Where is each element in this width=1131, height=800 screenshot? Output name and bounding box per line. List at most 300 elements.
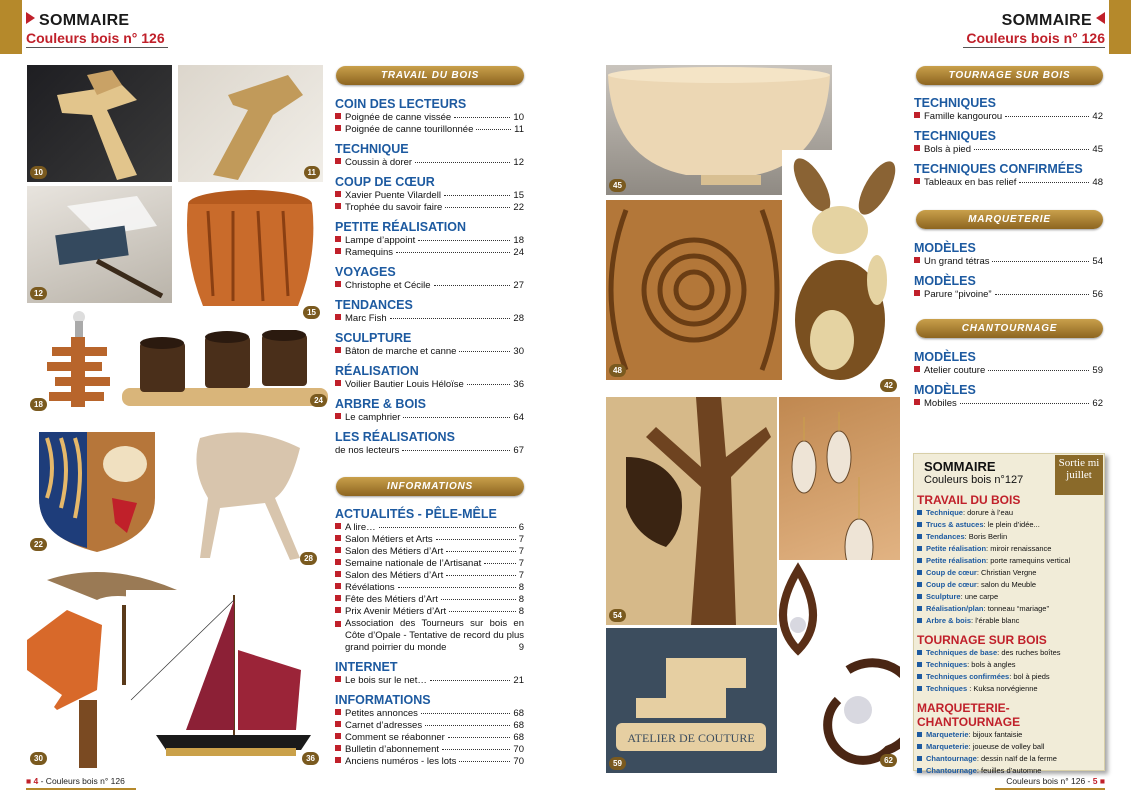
toc-entry-label: Petites annonces xyxy=(345,708,418,719)
right-footer: Couleurs bois n° 126 - 5 ■ xyxy=(1006,776,1105,786)
toc-entry-label: Tableaux en bas relief xyxy=(924,177,1017,188)
toc-entry[interactable] xyxy=(335,445,524,457)
toc-entry-page: 7 xyxy=(518,534,524,545)
next-issue-item-category: Arbre & bois xyxy=(926,616,972,625)
toc-section-title: MODÈLES xyxy=(914,383,976,397)
release-badge: Sortie mi juillet xyxy=(1055,455,1103,495)
next-issue-item: Marqueterie: joueuse de volley ball xyxy=(917,741,1100,753)
right-header-rule xyxy=(963,47,1105,48)
toc-entry-page: 7 xyxy=(518,558,524,569)
shield-illustration xyxy=(27,428,157,554)
banner-chantournage: CHANTOURNAGE xyxy=(916,319,1103,338)
bullet-square-icon xyxy=(917,686,922,691)
right-footer-rule xyxy=(995,788,1105,790)
left-corner-tab xyxy=(0,0,22,54)
toc-entry[interactable] xyxy=(335,235,524,247)
toc-tournage xyxy=(914,96,1103,189)
photo-page-number: 45 xyxy=(609,179,626,192)
next-issue-item-category: Coup de cœur xyxy=(926,568,977,577)
leader-dots xyxy=(995,294,1090,295)
toc-entry-label: Mobiles xyxy=(924,398,957,409)
next-issue-item: Chantournage: feuilles d’automne xyxy=(917,765,1100,777)
photo-page-number: 48 xyxy=(609,364,626,377)
leader-dots xyxy=(988,370,1089,371)
toc-section-title: MODÈLES xyxy=(914,241,976,255)
bullet-square-icon xyxy=(335,158,341,164)
bullet-square-icon xyxy=(917,744,922,749)
toc-entry[interactable] xyxy=(335,522,524,534)
bullet-square-icon xyxy=(335,191,341,197)
next-issue-item-category: Marqueterie xyxy=(926,730,969,739)
bullet-square-icon xyxy=(917,662,922,667)
next-issue-item-topic: tonneau “mariage” xyxy=(987,604,1049,613)
ramekins-illustration xyxy=(122,330,330,410)
leader-dots xyxy=(403,417,510,418)
toc-entry-page: 24 xyxy=(513,247,524,258)
photo-lamp xyxy=(27,307,117,414)
toc-section-title: INFORMATIONS xyxy=(335,693,431,707)
toc-entry[interactable] xyxy=(335,534,524,546)
toc-entry[interactable] xyxy=(335,708,524,720)
next-issue-item-category: Techniques confirmées xyxy=(926,672,1010,681)
photo-page-number: 11 xyxy=(304,166,320,179)
toc-entry[interactable] xyxy=(914,398,1103,410)
next-issue-item-category: Petite réalisation xyxy=(926,556,987,565)
bullet-square-icon xyxy=(917,546,922,551)
toc-entry[interactable] xyxy=(335,558,524,570)
toc-entry[interactable] xyxy=(335,247,524,259)
toc-entry-page: 48 xyxy=(1092,177,1103,188)
bullet-square-icon xyxy=(914,112,920,118)
photo-page-number: 42 xyxy=(880,379,897,392)
bullet-square-icon xyxy=(917,606,922,611)
toc-entry-label: Révélations xyxy=(345,582,395,593)
next-issue-item-category: Coup de cœur xyxy=(926,580,977,589)
toc-section-title: ACTUALITÉS - PÊLE-MÊLE xyxy=(335,507,497,521)
next-issue-item-topic: le plein d’idée... xyxy=(987,520,1040,529)
leader-dots xyxy=(430,680,511,681)
left-header-title: SOMMAIRE xyxy=(26,12,165,30)
next-issue-item: Coup de cœur: Christian Vergne xyxy=(917,567,1100,579)
toc-entry[interactable] xyxy=(914,144,1103,156)
toc-entry-label: Salon Métiers et Arts xyxy=(345,534,433,545)
toc-entry-label: A lire… xyxy=(345,522,376,533)
chair-illustration xyxy=(180,428,320,568)
leader-dots xyxy=(454,117,510,118)
bullet-square-icon xyxy=(335,559,341,565)
leader-dots xyxy=(398,587,516,588)
toc-entry-page: 8 xyxy=(518,582,524,593)
toc-entry-label: Christophe et Cécile xyxy=(345,280,431,291)
toc-entry[interactable] xyxy=(914,177,1103,189)
photo-page-number: 59 xyxy=(609,757,626,770)
toc-entry-page: 7 xyxy=(518,570,524,581)
toc-entry-label: Un grand tétras xyxy=(924,256,990,267)
toc-entry[interactable] xyxy=(335,124,524,136)
toc-entry[interactable] xyxy=(335,202,524,214)
svg-text:ATELIER DE COUTURE: ATELIER DE COUTURE xyxy=(627,731,755,745)
toc-entry-page: 68 xyxy=(513,708,524,719)
next-issue-item-topic: bol à pieds xyxy=(1013,672,1050,681)
toc-entry-label: Lampe d’appoint xyxy=(345,235,416,246)
toc-entry[interactable] xyxy=(335,313,524,325)
leader-dots xyxy=(467,384,511,385)
next-issue-section-title: TOURNAGE SUR BOIS xyxy=(917,633,1047,647)
photo-page-number: 22 xyxy=(30,538,47,551)
toc-entry-page: 54 xyxy=(1092,256,1103,267)
leader-dots xyxy=(446,551,515,552)
next-issue-item: Techniques: bols à angles xyxy=(917,659,1100,671)
toc-entry-label: Le bois sur le net… xyxy=(345,675,427,686)
toc-entry-page: 27 xyxy=(513,280,524,291)
toc-entry-label: Anciens numéros - les lots xyxy=(345,756,457,767)
toc-entry-page: 45 xyxy=(1092,144,1103,155)
toc-section-title: ARBRE & BOIS xyxy=(335,397,426,411)
photo-page-number: 28 xyxy=(300,552,317,565)
toc-entry-label: Carnet d’adresses xyxy=(345,720,423,731)
photo-page-number: 10 xyxy=(30,166,47,179)
leader-dots xyxy=(396,252,510,253)
left-header-subtitle: Couleurs bois n° 126 xyxy=(26,30,165,46)
bullet-square-icon xyxy=(914,257,920,263)
toc-entry[interactable] xyxy=(335,594,524,606)
bullet-square-icon xyxy=(914,290,920,296)
photo-chair xyxy=(180,428,320,568)
leader-dots xyxy=(1005,116,1089,117)
toc-entry-page: 68 xyxy=(513,732,524,743)
gilding-tools-illustration xyxy=(27,186,172,303)
left-header-rule xyxy=(26,47,168,48)
bullet-square-icon xyxy=(335,757,341,763)
photo-mobiles xyxy=(778,560,900,770)
bas-relief-illustration xyxy=(606,200,782,380)
bullet-square-icon xyxy=(917,522,922,527)
toc-entry[interactable] xyxy=(335,157,524,169)
toc-entry-label: Le camphrier xyxy=(345,412,401,423)
toc-section-title: COUP DE CŒUR xyxy=(335,175,435,189)
toc-entry-page: 12 xyxy=(513,157,524,168)
leader-dots xyxy=(444,195,510,196)
toc-entry-label: Comment se réabonner xyxy=(345,732,445,743)
toc-entry[interactable] xyxy=(335,618,524,654)
next-issue-item-topic: dessin naïf de la ferme xyxy=(981,754,1057,763)
bullet-square-icon xyxy=(917,570,922,575)
toc-entry-page: 67 xyxy=(513,445,524,456)
next-issue-item-topic: bijoux fantaisie xyxy=(972,730,1023,739)
photo-trophy-shield xyxy=(27,428,157,554)
bullet-square-icon xyxy=(335,676,341,682)
next-issue-item: Petite réalisation: porte ramequins vertical xyxy=(917,555,1100,567)
banner-marqueterie: MARQUETERIE xyxy=(916,210,1103,229)
toc-entry[interactable] xyxy=(335,744,524,756)
leader-dots xyxy=(476,129,511,130)
banner-travail-du-bois: TRAVAIL DU BOIS xyxy=(336,66,524,85)
toc-entry-page: 30 xyxy=(513,346,524,357)
photo-kangaroo-family xyxy=(782,150,900,395)
photo-ramekins xyxy=(122,330,330,410)
bullet-square-icon xyxy=(917,558,922,563)
next-issue-item: Tendances: Boris Berlin xyxy=(917,531,1100,543)
photo-gilding-cushion xyxy=(27,186,172,303)
leader-dots xyxy=(436,539,516,540)
next-issue-item: Trucs & astuces: le plein d’idée... xyxy=(917,519,1100,531)
bullet-square-icon xyxy=(335,314,341,320)
toc-entry[interactable] xyxy=(335,675,524,687)
next-issue-item: Arbre & bois: l’érable blanc xyxy=(917,615,1100,627)
next-issue-item-topic: Christian Vergne xyxy=(981,568,1037,577)
next-issue-item: Petite réalisation: miroir renaissance xyxy=(917,543,1100,555)
bullet-square-icon xyxy=(917,732,922,737)
next-issue-item-category: Chantournage xyxy=(926,766,977,775)
toc-entry[interactable] xyxy=(335,756,524,768)
next-issue-item: Chantournage: dessin naïf de la ferme xyxy=(917,753,1100,765)
bullet-square-icon xyxy=(335,281,341,287)
next-issue-item-category: Chantournage xyxy=(926,754,977,763)
toc-entry-label: Trophée du savoir faire xyxy=(345,202,443,213)
toc-entry[interactable] xyxy=(914,111,1103,123)
next-issue-item-category: Trucs & astuces xyxy=(926,520,984,529)
toc-entry-page: 28 xyxy=(513,313,524,324)
next-issue-item-topic: feuilles d’automne xyxy=(981,766,1042,775)
leader-dots xyxy=(434,285,511,286)
photo-bas-relief-panel xyxy=(606,200,782,380)
leader-dots xyxy=(379,527,516,528)
next-issue-section-title: TRAVAIL DU BOIS xyxy=(917,493,1021,507)
bullet-square-icon xyxy=(335,380,341,386)
toc-entry-page: 36 xyxy=(513,379,524,390)
toc-entry-page: 62 xyxy=(1092,398,1103,409)
bullet-square-icon xyxy=(335,523,341,529)
toc-entry[interactable] xyxy=(335,112,524,124)
toc-entry[interactable] xyxy=(335,546,524,558)
bullet-square-icon xyxy=(335,595,341,601)
next-issue-sections xyxy=(914,493,1104,777)
mobiles-illustration xyxy=(778,560,900,770)
right-header-subtitle: Couleurs bois n° 126 xyxy=(966,30,1105,46)
toc-entry-page: 22 xyxy=(513,202,524,213)
photo-page-number: 36 xyxy=(302,752,319,765)
toc-entry[interactable] xyxy=(335,570,524,582)
bullet-square-icon xyxy=(335,721,341,727)
next-issue-item-topic: porte ramequins vertical xyxy=(990,556,1071,565)
next-issue-item-topic: joueuse de volley ball xyxy=(972,742,1045,751)
bullet-square-icon xyxy=(335,248,341,254)
next-issue-item-category: Sculpture xyxy=(926,592,961,601)
toc-section-title: TENDANCES xyxy=(335,298,413,312)
leader-dots xyxy=(459,761,510,762)
bullet-square-icon xyxy=(335,125,341,131)
bullet-square-icon xyxy=(914,145,920,151)
toc-entry-label: Salon des Métiers d’Art xyxy=(345,546,444,557)
bullet-square-icon xyxy=(335,745,341,751)
bullet-square-icon xyxy=(335,236,341,242)
toc-entry-page: 10 xyxy=(513,112,524,123)
next-issue-item-topic: l’érable blanc xyxy=(975,616,1020,625)
toc-entry-label: Marc Fish xyxy=(345,313,387,324)
bullet-square-icon xyxy=(917,510,922,515)
leader-dots xyxy=(992,261,1089,262)
toc-entry[interactable] xyxy=(914,289,1103,301)
next-issue-item-category: Petite réalisation xyxy=(926,544,987,553)
next-issue-item: Coup de cœur: salon du Meuble xyxy=(917,579,1100,591)
toc-entry-label: Poignée de canne vissée xyxy=(345,112,452,123)
banner-tournage-sur-bois: TOURNAGE SUR BOIS xyxy=(916,66,1103,85)
toc-entry-label: Semaine nationale de l’Artisanat xyxy=(345,558,482,569)
arrow-right-icon xyxy=(26,12,35,24)
toc-entry-label: Ramequins xyxy=(345,247,394,258)
toc-section-title: INTERNET xyxy=(335,660,398,674)
left-page-header xyxy=(26,12,165,47)
toc-entry[interactable] xyxy=(335,190,524,202)
next-issue-item: Techniques confirmées: bol à pieds xyxy=(917,671,1100,683)
toc-entry[interactable] xyxy=(335,582,524,594)
toc-entry[interactable] xyxy=(335,379,524,391)
photo-page-number: 30 xyxy=(30,752,47,765)
toc-entry-page: 70 xyxy=(513,744,524,755)
bullet-square-icon xyxy=(335,607,341,613)
bullet-square-icon xyxy=(917,534,922,539)
bullet-square-icon xyxy=(335,113,341,119)
toc-entry-page: 21 xyxy=(513,675,524,686)
toc-section-title: VOYAGES xyxy=(335,265,396,279)
toc-section-title: RÉALISATION xyxy=(335,364,419,378)
toc-entry[interactable] xyxy=(335,732,524,744)
next-issue-item-topic: bols à angles xyxy=(971,660,1016,669)
bullet-square-icon xyxy=(917,768,922,773)
photo-page-number: 18 xyxy=(30,398,47,411)
toc-entry-label: Voilier Bautier Louis Héloïse xyxy=(345,379,464,390)
next-issue-item: Techniques de base: des ruches boîtes xyxy=(917,647,1100,659)
toc-entry[interactable] xyxy=(914,365,1103,377)
toc-entry-page: 42 xyxy=(1092,111,1103,122)
toc-entry[interactable] xyxy=(335,346,524,358)
bullet-square-icon xyxy=(914,366,920,372)
photo-grand-tetras xyxy=(606,397,777,625)
toc-entry-label: Xavier Puente Vilardell xyxy=(345,190,441,201)
next-issue-item: Réalisation/plan: tonneau “mariage” xyxy=(917,603,1100,615)
toc-entry-label: Atelier couture xyxy=(924,365,986,376)
toc-section-title: LES RÉALISATIONS xyxy=(335,430,455,444)
leader-dots xyxy=(425,725,510,726)
toc-entry-page: 9 xyxy=(518,642,524,653)
arrow-left-icon xyxy=(1096,12,1105,24)
toc-entry-page: 70 xyxy=(513,756,524,767)
next-issue-item: Techniques : Kuksa norvégienne xyxy=(917,683,1100,695)
toc-entry-page: 59 xyxy=(1092,365,1103,376)
next-issue-box xyxy=(913,453,1105,775)
next-issue-item-topic: une carpe xyxy=(964,592,999,601)
next-issue-title: SOMMAIRE xyxy=(924,459,996,474)
bullet-square-icon xyxy=(917,674,922,679)
toc-entry-label: Prix Avenir Métiers d’Art xyxy=(345,606,447,617)
next-issue-item-topic: salon du Meuble xyxy=(981,580,1037,589)
toc-entry-label: Bâton de marche et canne xyxy=(345,346,457,357)
bullet-square-icon xyxy=(917,582,922,587)
next-issue-item: Marqueterie: bijoux fantaisie xyxy=(917,729,1100,741)
leader-dots xyxy=(449,611,516,612)
bullet-square-icon xyxy=(335,583,341,589)
toc-entry-page: 18 xyxy=(513,235,524,246)
toc-entry-label: Famille kangourou xyxy=(924,111,1003,122)
photo-atelier-couture xyxy=(606,628,777,773)
toc-entry-page: 68 xyxy=(513,720,524,731)
toc-marqueterie xyxy=(914,241,1103,301)
leader-dots xyxy=(441,599,516,600)
toc-section-title: PETITE RÉALISATION xyxy=(335,220,467,234)
photo-page-number: 54 xyxy=(609,609,626,622)
photo-sailboat xyxy=(126,590,322,768)
banner-informations: INFORMATIONS xyxy=(336,477,524,496)
cane-handle-illustration xyxy=(178,65,323,182)
toc-entry-page: 8 xyxy=(518,606,524,617)
next-issue-item-topic: des ruches boîtes xyxy=(1001,648,1061,657)
toc-entry-page: 56 xyxy=(1092,289,1103,300)
leader-dots xyxy=(448,737,511,738)
toc-section-title: COIN DES LECTEURS xyxy=(335,97,467,111)
toc-entry-label: Coussin à dorer xyxy=(345,157,413,168)
bullet-square-icon xyxy=(917,618,922,623)
next-issue-item-category: Tendances xyxy=(926,532,965,541)
next-issue-item-category: Techniques xyxy=(926,660,968,669)
leader-dots xyxy=(442,749,510,750)
toc-entry[interactable] xyxy=(335,280,524,292)
toc-informations xyxy=(335,507,524,768)
toc-entry[interactable] xyxy=(914,256,1103,268)
toc-entry-label: Bulletin d’abonnement xyxy=(345,744,440,755)
toc-entry-page: 15 xyxy=(513,190,524,201)
next-issue-item: Technique: dorure à l’eau xyxy=(917,507,1100,519)
vase-illustration xyxy=(178,186,323,322)
leader-dots xyxy=(484,563,515,564)
next-issue-item-topic: dorure à l’eau xyxy=(967,508,1013,517)
toc-entry-label: Bols à pied xyxy=(924,144,972,155)
toc-entry-page: 8 xyxy=(518,594,524,605)
bullet-square-icon xyxy=(335,413,341,419)
toc-entry[interactable] xyxy=(335,720,524,732)
toc-entry-label: Poignée de canne tourillonnée xyxy=(345,124,474,135)
bullet-square-icon xyxy=(335,571,341,577)
leader-dots xyxy=(421,713,511,714)
kangaroo-illustration xyxy=(782,150,900,395)
next-issue-item-category: Techniques de base xyxy=(926,648,998,657)
bullet-square-icon xyxy=(917,650,922,655)
next-issue-item-category: Marqueterie xyxy=(926,742,969,751)
bullet-square-icon xyxy=(335,733,341,739)
bullet-square-icon xyxy=(917,594,922,599)
bullet-square-icon xyxy=(335,547,341,553)
leader-dots xyxy=(960,403,1090,404)
sailboat-illustration xyxy=(126,590,322,768)
toc-section-title: SCULPTURE xyxy=(335,331,412,345)
photo-page-number: 24 xyxy=(310,394,327,407)
left-footer: ■ 4 - Couleurs bois n° 126 xyxy=(26,776,125,786)
toc-section-title: TECHNIQUES CONFIRMÉES xyxy=(914,162,1083,176)
leader-dots xyxy=(418,240,510,241)
next-issue-item-category: Technique xyxy=(926,508,963,517)
next-issue-item-category: Techniques xyxy=(926,684,970,693)
next-issue-subtitle: Couleurs bois n°127 xyxy=(924,474,1024,486)
toc-entry[interactable] xyxy=(335,412,524,424)
bullet-square-icon xyxy=(914,178,920,184)
toc-entry-page: 7 xyxy=(518,546,524,557)
leader-dots xyxy=(1019,182,1089,183)
toc-entry-page: 64 xyxy=(513,412,524,423)
next-issue-item-category: Réalisation/plan xyxy=(926,604,984,613)
toc-entry[interactable] xyxy=(335,606,524,618)
toc-section-title: TECHNIQUE xyxy=(335,142,409,156)
leader-dots xyxy=(402,450,510,451)
toc-entry-label: de nos lecteurs xyxy=(335,445,400,456)
